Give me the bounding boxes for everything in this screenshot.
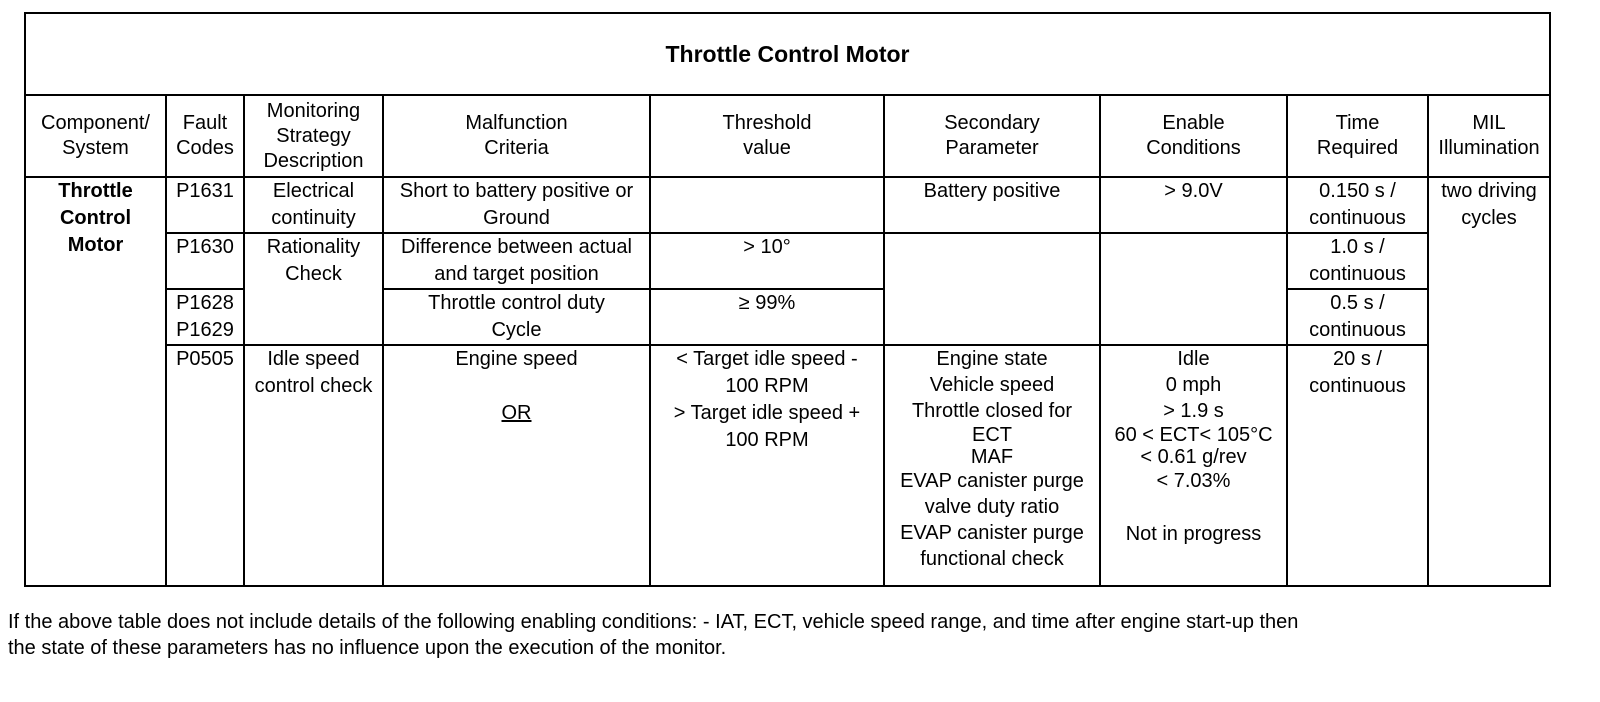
footnote-line: If the above table does not include details of the following enabling conditions: - IAT, ECT, vehicle speed range, and time after engine start-up then xyxy=(8,611,1299,633)
header-time-required: Time Required xyxy=(1287,95,1428,177)
secondary-parameter: Engine state Vehicle speed Throttle closed for ECT MAF EVAP canister purge valve duty ratio EVAP canister purge functional check xyxy=(884,345,1100,586)
header-row xyxy=(25,95,1550,177)
fault-code: P1628 P1629 xyxy=(166,289,244,345)
footnote xyxy=(8,609,1568,661)
table-row xyxy=(25,177,1550,233)
threshold-value xyxy=(650,177,884,233)
header-threshold-value: Threshold value xyxy=(650,95,884,177)
secondary-parameter: Battery positive xyxy=(884,177,1100,233)
or-separator: OR xyxy=(501,402,532,424)
mil-illumination: two driving cycles xyxy=(1428,177,1550,586)
monitoring-strategy: Electrical continuity xyxy=(244,177,383,233)
secondary-parameter xyxy=(884,233,1100,345)
header-secondary-parameter: Secondary Parameter xyxy=(884,95,1100,177)
time-required: 1.0 s / continuous xyxy=(1287,233,1428,289)
enable-conditions: Idle 0 mph > 1.9 s 60 < ECT< 105°C < 0.61 g/rev < 7.03% Not in progress xyxy=(1100,345,1287,586)
fault-code: P1630 xyxy=(166,233,244,289)
malfunction-criteria: Throttle control duty Cycle xyxy=(383,289,650,345)
header-monitoring-strategy: Monitoring Strategy Description xyxy=(244,95,383,177)
fault-code: P0505 xyxy=(166,345,244,586)
header-fault-codes: Fault Codes xyxy=(166,95,244,177)
table-title: Throttle Control Motor xyxy=(25,13,1550,95)
table-row xyxy=(25,345,1550,586)
monitoring-strategy: Rationality Check xyxy=(244,233,383,345)
header-malfunction-criteria: Malfunction Criteria xyxy=(383,95,650,177)
threshold-value: ≥ 99% xyxy=(650,289,884,345)
threshold-value: > 10° xyxy=(650,233,884,289)
enable-conditions xyxy=(1100,233,1287,345)
threshold-value: < Target idle speed - 100 RPM > Target idle speed + 100 RPM xyxy=(650,345,884,586)
header-enable-conditions: Enable Conditions xyxy=(1100,95,1287,177)
malfunction-criteria: Engine speed OR xyxy=(383,345,650,586)
time-required: 20 s / continuous xyxy=(1287,345,1428,586)
time-required: 0.150 s / continuous xyxy=(1287,177,1428,233)
enable-conditions: > 9.0V xyxy=(1100,177,1287,233)
footnote-line: the state of these parameters has no influence upon the execution of the monitor. xyxy=(8,637,727,659)
malfunction-criteria: Short to battery positive or Ground xyxy=(383,177,650,233)
fault-code: P1631 xyxy=(166,177,244,233)
time-required: 0.5 s / continuous xyxy=(1287,289,1428,345)
header-mil-illumination: MIL Illumination xyxy=(1428,95,1550,177)
malfunction-criteria: Difference between actual and target position xyxy=(383,233,650,289)
table-row xyxy=(25,233,1550,289)
header-component: Component/ System xyxy=(25,95,166,177)
monitoring-strategy: Idle speed control check xyxy=(244,345,383,586)
spec-table xyxy=(24,12,1551,587)
component-name: Throttle Control Motor xyxy=(25,177,166,586)
